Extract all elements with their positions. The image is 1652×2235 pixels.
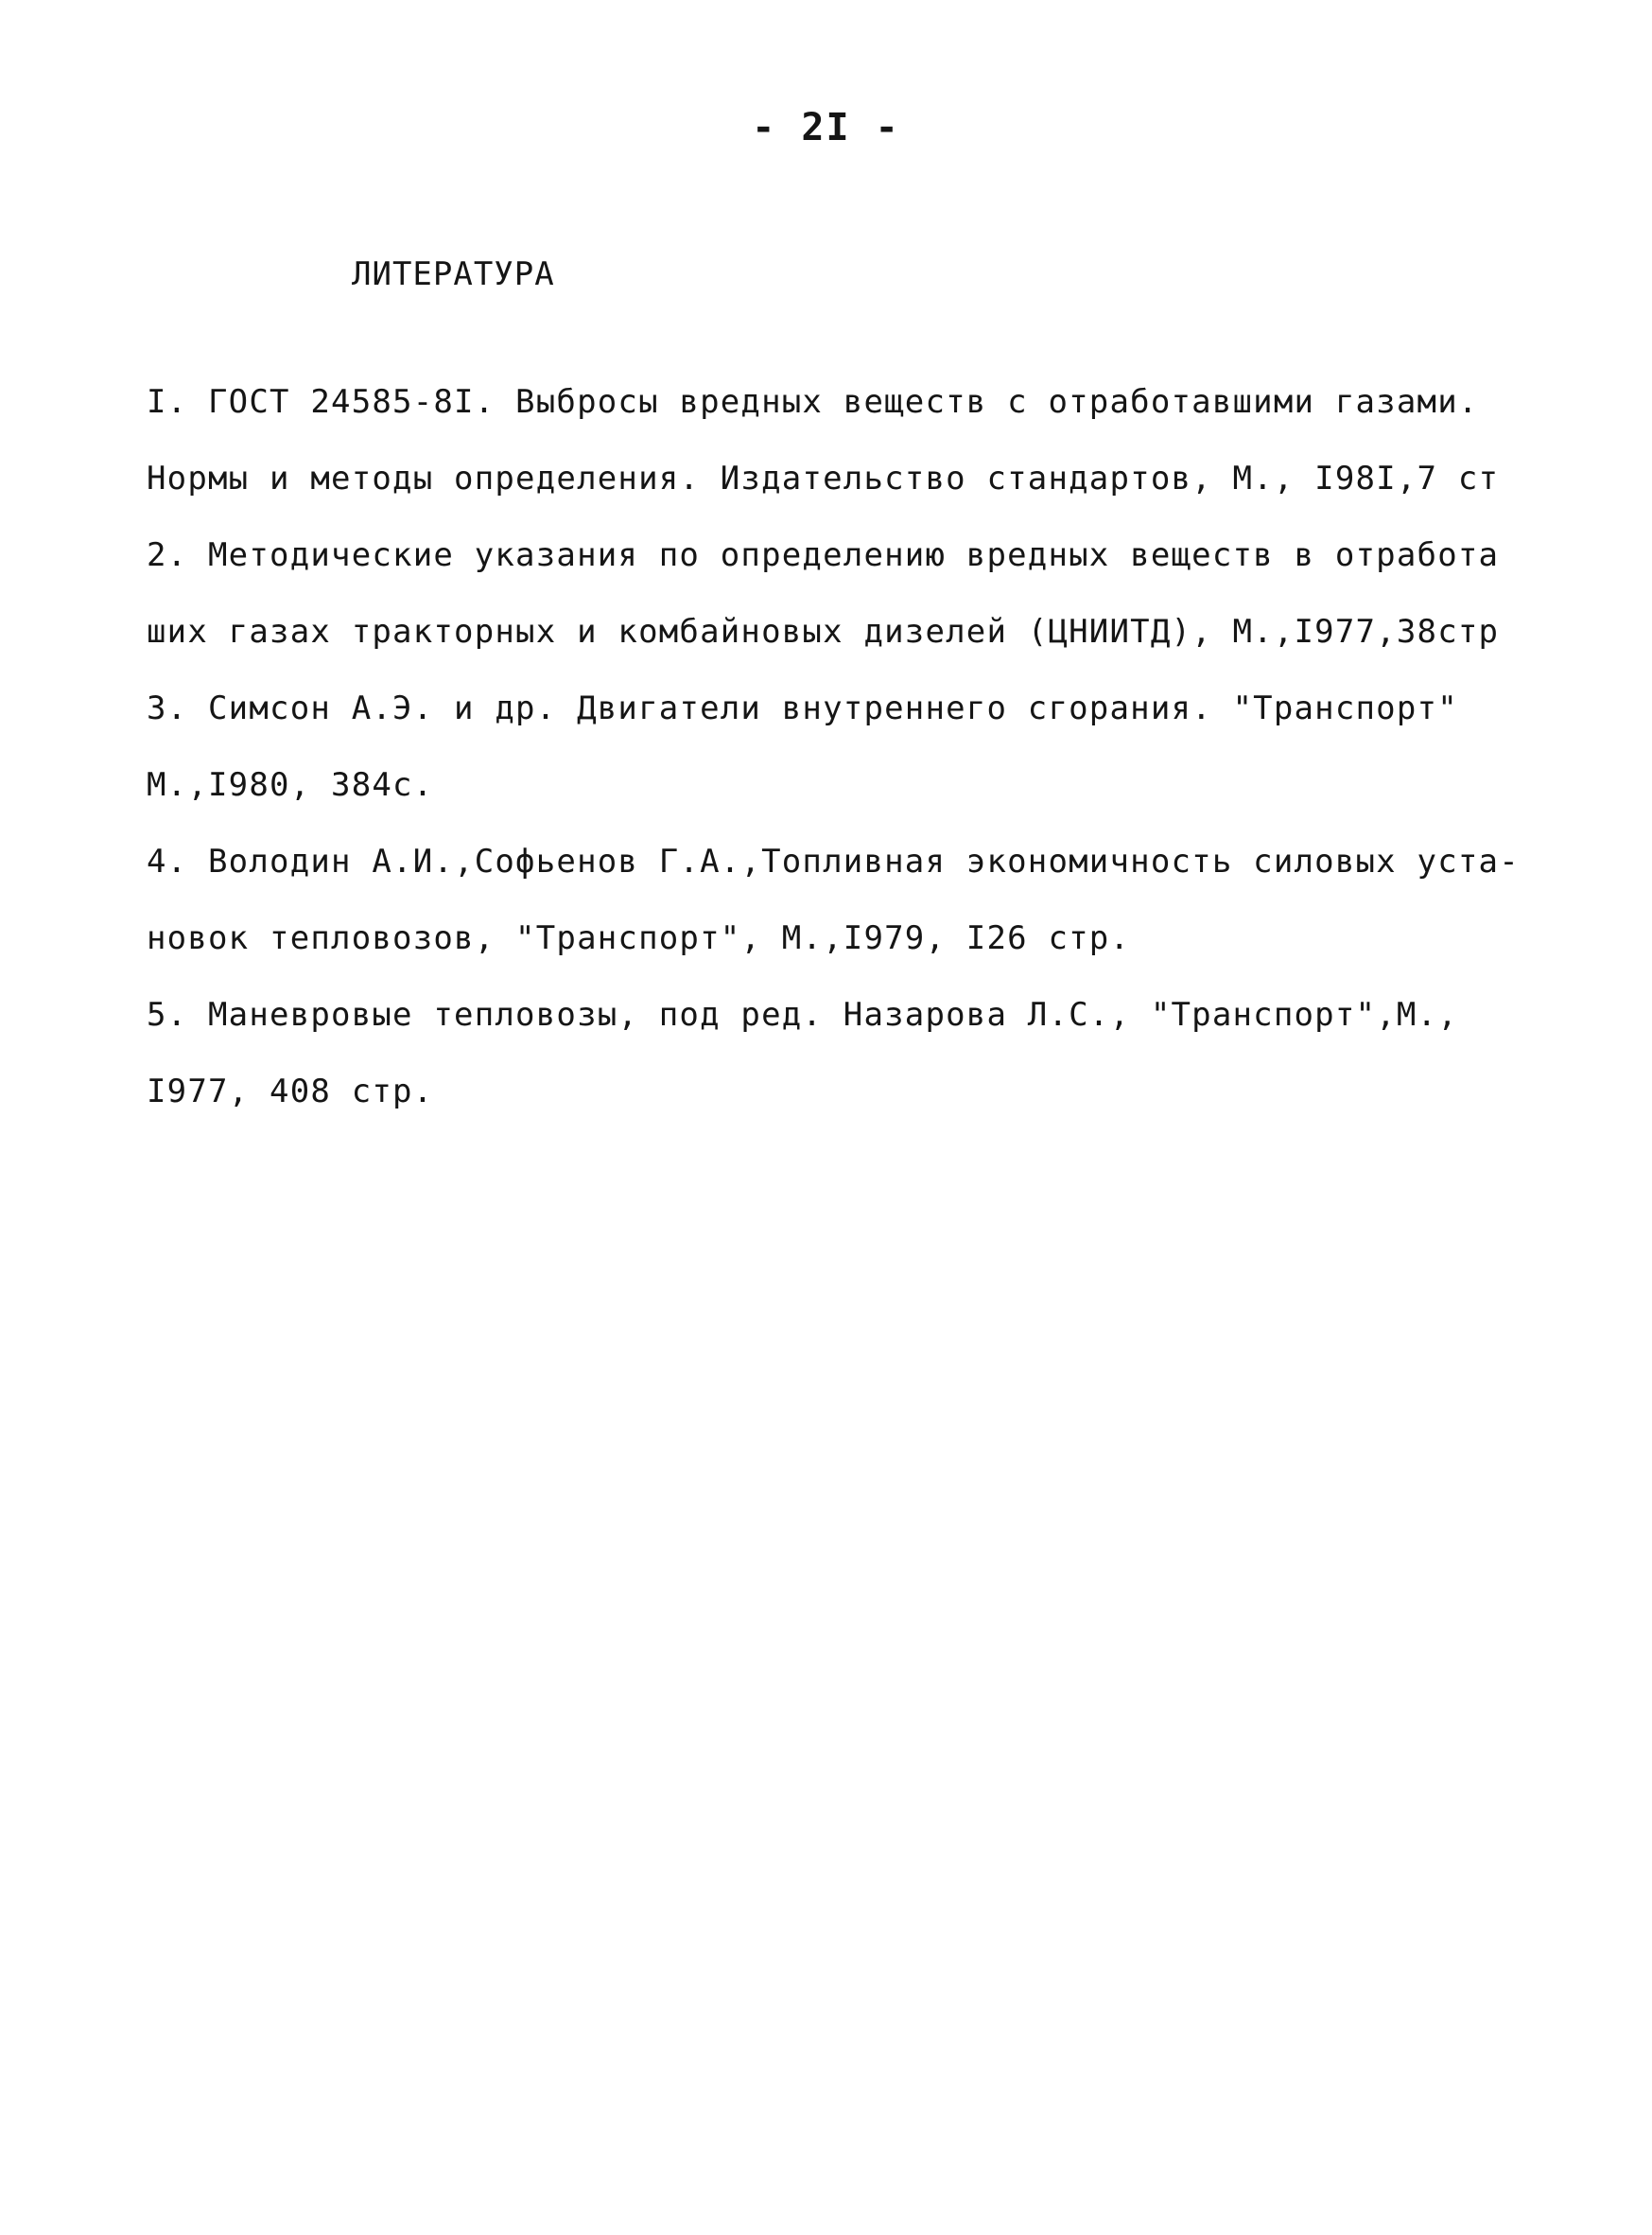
reference-1-line-2: Нормы и методы определения. Издательство стандартов, М., I98I,7 ст: [147, 460, 1500, 498]
reference-1-line-1: I. ГОСТ 24585-8I. Выбросы вредных веществ с отработавшими газами.: [147, 383, 1479, 421]
reference-2-line-1: 2. Методические указания по определению вредных веществ в отработа: [147, 536, 1500, 574]
page-title: ЛИТЕРАТУРА: [352, 255, 555, 293]
reference-list: [147, 364, 1537, 1130]
reference-4-line-2: новок тепловозов, "Транспорт", М.,I979, I26 стр.: [147, 919, 1131, 957]
reference-3-line-1: 3. Симсон А.Э. и др. Двигатели внутреннего сгорания. "Транспорт": [147, 690, 1458, 727]
reference-2-line-2: ших газах тракторных и комбайновых дизелей (ЦНИИТД), М.,I977,38стр: [147, 613, 1500, 651]
page-number: - 2I -: [752, 106, 900, 149]
reference-5-line-1: 5. Маневровые тепловозы, под ред. Назарова Л.С., "Транспорт",М.,: [147, 996, 1458, 1034]
reference-5-line-2: I977, 408 стр.: [147, 1073, 434, 1110]
reference-3-line-2: М.,I980, 384с.: [147, 766, 434, 804]
reference-4-line-1: 4. Володин А.И.,Софьенов Г.А.,Топливная экономичность силовых уста-: [147, 843, 1520, 881]
